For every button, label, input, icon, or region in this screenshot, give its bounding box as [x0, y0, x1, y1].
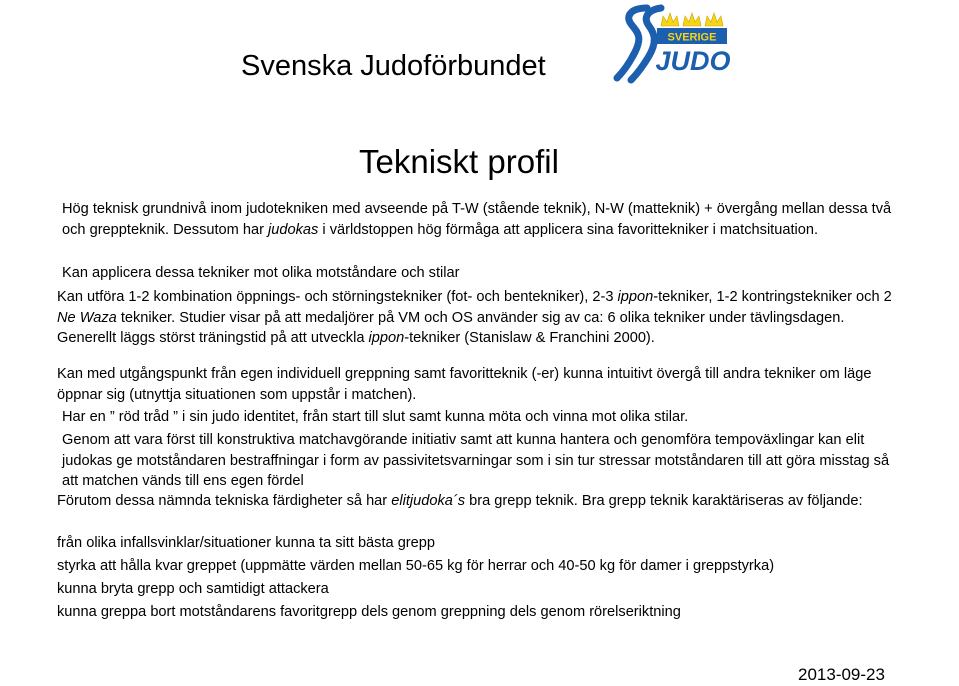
paragraph-grundniva [57, 199, 902, 240]
paragraph-kombination [57, 287, 902, 349]
italic-term: elitjudoka´s [391, 493, 466, 509]
text-run: styrka att hålla kvar greppet (uppmätte värden mellan 50-65 kg för herrar och 40-50 kg för damer i greppstyrka) [57, 558, 775, 574]
text-run: -tekniker (Stanislaw & Franchini 2000). [404, 330, 655, 346]
ss-emblem-icon [617, 8, 661, 80]
text-run: Har en ” röd tråd ” i sin judo identitet, från start till slut samt kunna möta och vinna mot olika stilar. [62, 409, 689, 425]
text-run: kunna greppa bort motståndarens favoritgrepp dels genom greppning dels genom rörelseriktning [57, 604, 681, 620]
page-title: Tekniskt profil [359, 143, 559, 180]
text-run: Genom att vara först till konstruktiva matchavgörande initiativ samt att kunna hantera och genomföra tempoväxlingar kan elit judokas ge motståndaren bestraffningar i form av passivitetsvarningar som i sin tur stressar motståndaren till att göra misstag så att matchen vänds till ens egen fördel [62, 432, 890, 489]
text-run: bra grepp teknik. Bra grepp teknik karaktäriseras av följande: [465, 493, 863, 509]
text-run: Hög teknisk grundnivå inom judotekniken med avseende på T-W (stående teknik), N-W (matteknik) + övergång mellan dessa två och greppteknik. Dessutom har [62, 201, 892, 238]
list-item [57, 556, 902, 577]
sverige-judo-logo [613, 2, 731, 84]
footer-date: 2013-09-23 [798, 665, 885, 684]
text-run: tekniker. Studier visar på att medaljörer på VM och OS använder sig av ca: 6 olika tekniker under tävlingsdagen. Generellt läggs störst träningstid på att utveckla [57, 309, 845, 346]
text-run: Förutom dessa nämnda tekniska färdigheter så har [57, 493, 392, 509]
list-item [57, 533, 902, 554]
logo-sverige-text: SVERIGE [667, 31, 717, 44]
paragraph-rod-trad [57, 407, 902, 428]
logo-judo-text: JUDO [655, 46, 731, 76]
text-run: Kan med utgångspunkt från egen individuell greppning samt favoritteknik (-er) kunna intuitivt övergå till andra tekniker om läge öppnar sig (utnyttja situationen som uppstår i matchen). [57, 366, 872, 403]
paragraph-genom-att [57, 430, 902, 492]
paragraph-grepp-teknik [57, 491, 902, 512]
text-run: -tekniker, 1-2 kontringstekniker och 2 [653, 289, 892, 305]
text-run: Kan utföra 1-2 kombination öppnings- och störningstekniker (fot- och bentekniker), 2-3 [57, 289, 618, 305]
paragraph-applicera [57, 263, 902, 284]
italic-term: ippon [368, 330, 405, 346]
text-run: från olika infallsvinklar/situationer kunna ta sitt bästa grepp [57, 535, 436, 551]
text-run: Kan applicera dessa tekniker mot olika motståndare och stilar [62, 265, 460, 281]
list-item [57, 602, 902, 623]
italic-term: ippon [617, 289, 654, 305]
list-item [57, 579, 902, 600]
italic-term: Ne Waza [57, 309, 117, 326]
organization-title: Svenska Judoförbundet [241, 50, 546, 82]
crown-icon [661, 13, 723, 26]
text-run: kunna bryta grepp och samtidigt attackera [57, 581, 329, 597]
text-run: i världstoppen hög förmåga att applicera sina favorittekniker i matchsituation. [318, 221, 819, 238]
italic-term: judokas [268, 221, 319, 238]
paragraph-utgangspunkt [57, 364, 902, 405]
